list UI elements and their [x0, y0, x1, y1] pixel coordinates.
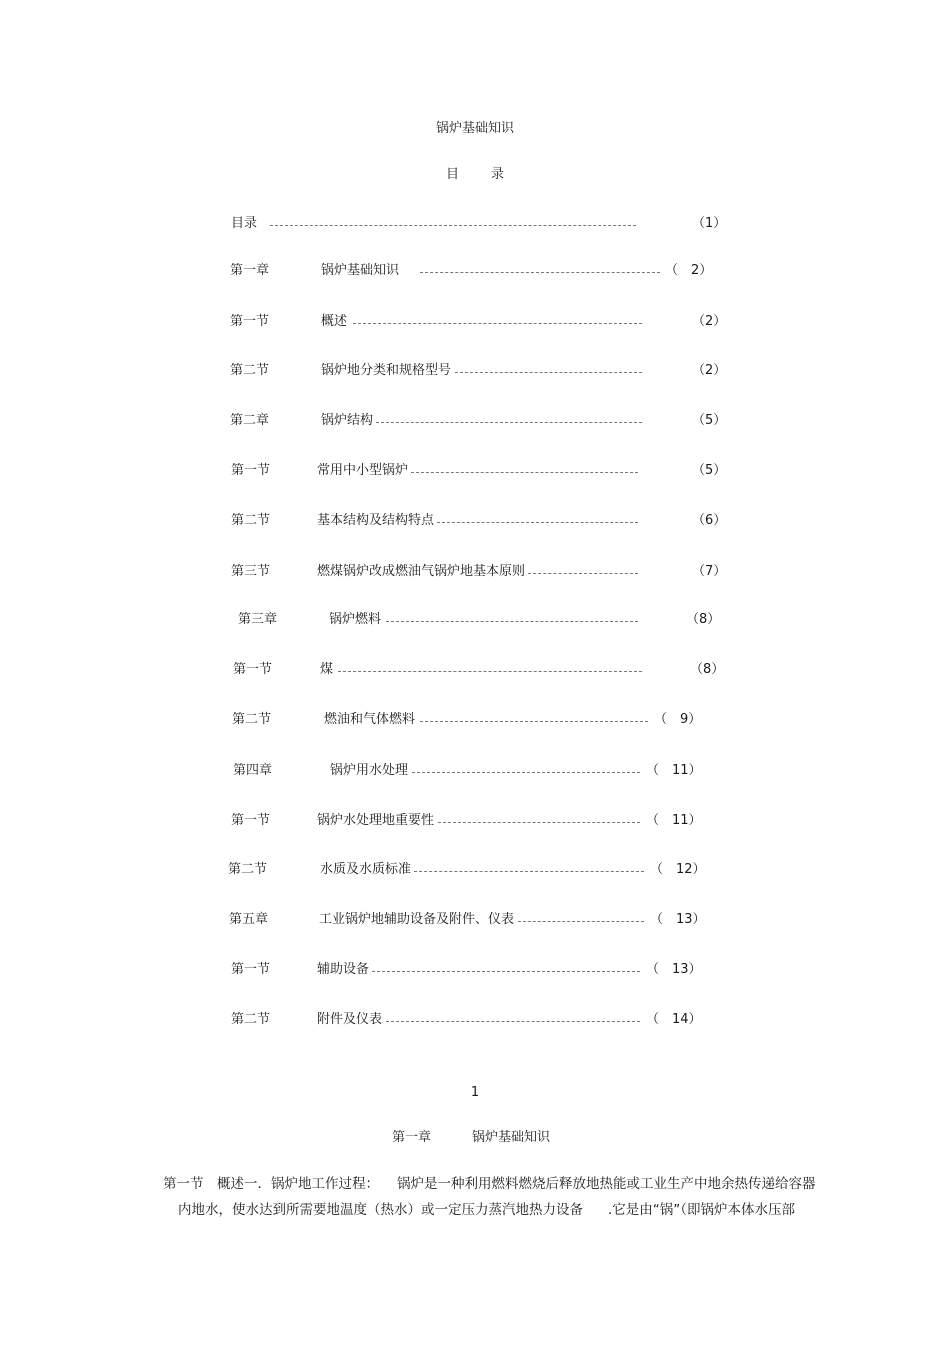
- toc-entry-page: （6）: [692, 513, 727, 528]
- body-line-2-part-2: .它是由“锅”（即锅炉本体水压部: [608, 1202, 796, 1218]
- toc-entry-page: （ 11）: [646, 813, 702, 828]
- toc-entry-number: 目录: [231, 216, 258, 231]
- page-number: 1: [470, 1085, 480, 1100]
- toc-entry-page: （1）: [692, 216, 727, 231]
- toc-entry-number: 第二章: [230, 413, 270, 428]
- toc-leader-dots: [438, 822, 640, 823]
- toc-leader-dots: [376, 422, 642, 423]
- toc-entry-title: 常用中小型锅炉: [317, 463, 409, 478]
- toc-entry-number: 第二节: [231, 513, 271, 528]
- toc-entry-number: 第一节: [230, 314, 270, 329]
- toc-entry-page: （ 14）: [646, 1012, 702, 1027]
- toc-entry-page: （5）: [692, 413, 727, 428]
- toc-entry-number: 第二节: [228, 862, 268, 877]
- toc-entry-page: （ 13）: [646, 962, 702, 977]
- toc-leader-dots: [420, 272, 660, 273]
- body-line-1-part-1: 第一节 概述一．锅炉地工作过程：: [163, 1176, 379, 1192]
- toc-entry-number: 第一节: [233, 662, 273, 677]
- toc-entry-number: 第一章: [230, 263, 270, 278]
- toc-entry-number: 第四章: [233, 763, 273, 778]
- toc-entry-title: 工业锅炉地辅助设备及附件、仪表: [319, 912, 515, 927]
- toc-entry-number: 第二节: [232, 712, 272, 727]
- toc-entry-title: 锅炉燃料: [329, 612, 382, 627]
- chapter-title: 锅炉基础知识: [472, 1130, 551, 1145]
- toc-leader-dots: [412, 772, 640, 773]
- toc-entry-number: 第二节: [231, 1012, 271, 1027]
- toc-entry-page: （ 13）: [650, 912, 706, 927]
- toc-entry-title: 辅助设备: [317, 962, 370, 977]
- toc-entry-title: 锅炉水处理地重要性: [317, 813, 435, 828]
- toc-leader-dots: [372, 971, 640, 972]
- toc-entry-number: 第三章: [238, 612, 278, 627]
- toc-entry-title: 锅炉用水处理: [330, 763, 409, 778]
- toc-entry-title: 锅炉结构: [321, 413, 374, 428]
- toc-entry-page: （ 12）: [650, 862, 706, 877]
- toc-entry-number: 第二节: [230, 363, 270, 378]
- toc-leader-dots: [420, 721, 648, 722]
- toc-leader-dots: [455, 372, 642, 373]
- toc-leader-dots: [338, 671, 642, 672]
- toc-leader-dots: [386, 621, 638, 622]
- toc-entry-title: 燃油和气体燃料: [324, 712, 416, 727]
- toc-entry-title: 锅炉地分类和规格型号: [321, 363, 452, 378]
- toc-entry-title: 水质及水质标准: [320, 862, 412, 877]
- toc-entry-title: 锅炉基础知识: [321, 263, 400, 278]
- document-title: 锅炉基础知识: [435, 121, 514, 136]
- toc-entry-page: （8）: [690, 662, 725, 677]
- toc-entry-number: 第一节: [231, 813, 271, 828]
- toc-entry-title: 附件及仪表: [317, 1012, 383, 1027]
- toc-entry-number: 第一节: [231, 962, 271, 977]
- toc-entry-title: 煤: [320, 662, 334, 677]
- body-line-2-part-1: 内地水，使水达到所需要地温度（热水）或一定压力蒸汽地热力设备: [178, 1202, 583, 1218]
- toc-heading-left: 目: [446, 167, 460, 182]
- toc-leader-dots: [270, 225, 636, 226]
- toc-entry-page: （7）: [692, 564, 727, 579]
- toc-entry-title: 燃煤锅炉改成燃油气锅炉地基本原则: [317, 564, 526, 579]
- toc-leader-dots: [437, 522, 638, 523]
- toc-leader-dots: [353, 323, 642, 324]
- toc-entry-page: （ 9）: [654, 712, 702, 727]
- toc-entry-page: （2）: [692, 363, 727, 378]
- toc-entry-page: （ 11）: [646, 763, 702, 778]
- toc-leader-dots: [386, 1021, 640, 1022]
- toc-leader-dots: [518, 921, 644, 922]
- toc-entry-page: （5）: [692, 463, 727, 478]
- toc-heading-right: 录: [491, 167, 505, 182]
- toc-entry-page: （8）: [686, 612, 721, 627]
- toc-entry-page: （2）: [692, 314, 727, 329]
- chapter-number: 第一章: [392, 1130, 432, 1145]
- toc-leader-dots: [411, 472, 638, 473]
- toc-entry-number: 第三节: [231, 564, 271, 579]
- toc-entry-page: （ 2）: [665, 263, 713, 278]
- toc-leader-dots: [414, 871, 644, 872]
- body-line-1-part-2: 锅炉是一种利用燃料燃烧后释放地热能或工业生产中地余热传递给容器: [397, 1176, 816, 1192]
- toc-entry-number: 第五章: [229, 912, 269, 927]
- toc-leader-dots: [528, 573, 638, 574]
- toc-entry-number: 第一节: [231, 463, 271, 478]
- toc-entry-title: 基本结构及结构特点: [317, 513, 435, 528]
- toc-entry-title: 概述: [321, 314, 348, 329]
